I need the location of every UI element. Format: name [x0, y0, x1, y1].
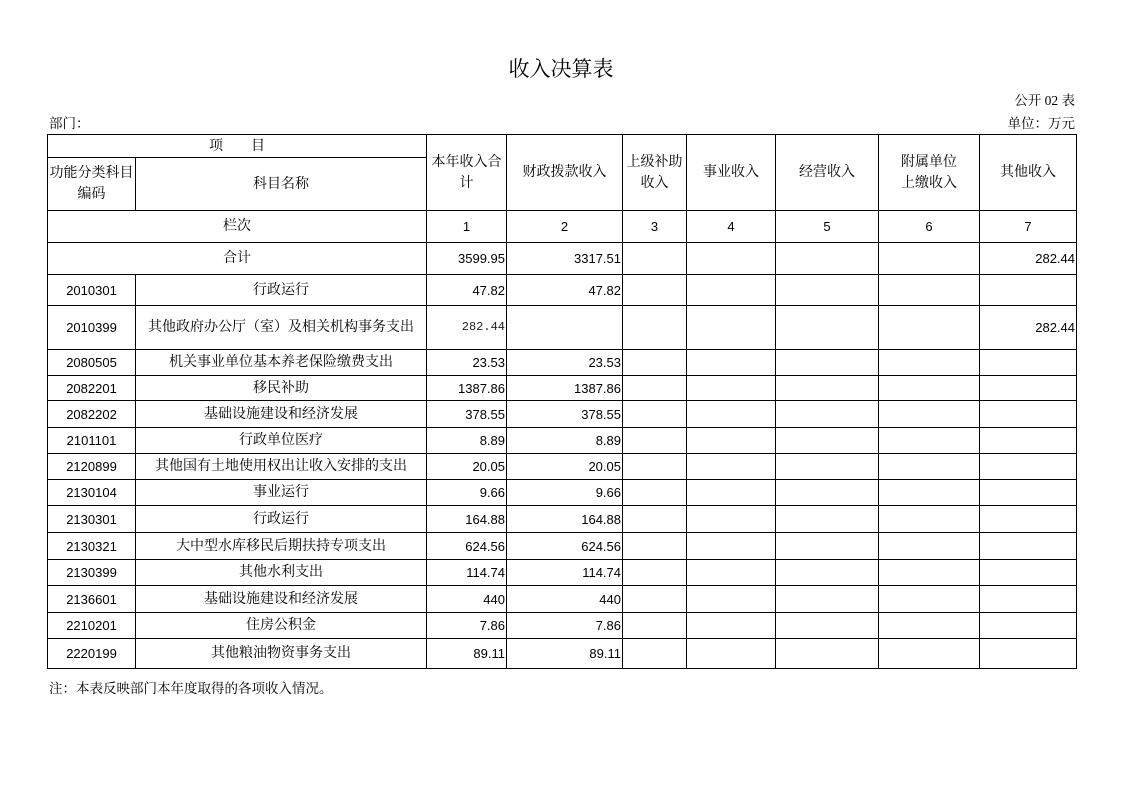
other-income-cell	[979, 638, 1077, 669]
operating-income-cell	[775, 612, 879, 639]
affiliated-unit-income-cell	[878, 638, 980, 669]
superior-subsidy-cell	[622, 375, 687, 401]
operating-income-cell	[775, 453, 879, 480]
subject-code-cell: 2130321	[47, 532, 136, 560]
total-income-cell: 8.89	[426, 427, 507, 454]
other-income-cell	[979, 427, 1077, 454]
total-income-cell: 9.66	[426, 479, 507, 506]
operating-income-cell	[775, 305, 879, 350]
business-income-cell	[686, 585, 776, 613]
subject-code-cell: 2082202	[47, 400, 136, 428]
operating-income-cell	[775, 274, 879, 306]
operating-income-cell	[775, 479, 879, 506]
total-income-cell: 378.55	[426, 400, 507, 428]
other-income-cell	[979, 505, 1077, 533]
fiscal-appropriation-cell: 9.66	[506, 479, 623, 506]
affiliated-unit-income-cell	[878, 400, 980, 428]
column-index-number: 6	[878, 210, 980, 243]
total-income-cell: 164.88	[426, 505, 507, 533]
header-affiliated-unit-income	[878, 134, 980, 211]
fiscal-appropriation-cell: 3317.51	[506, 242, 623, 275]
fiscal-appropriation-cell: 7.86	[506, 612, 623, 639]
affiliated-unit-income-cell	[878, 505, 980, 533]
total-income-cell: 624.56	[426, 532, 507, 560]
subject-name-cell: 其他国有土地使用权出让收入安排的支出	[135, 453, 427, 480]
other-income-cell	[979, 479, 1077, 506]
superior-subsidy-cell	[622, 349, 687, 376]
operating-income-cell	[775, 505, 879, 533]
footnote: 注：本表反映部门本年度取得的各项收入情况。	[49, 681, 333, 696]
operating-income-cell	[775, 638, 879, 669]
fiscal-appropriation-cell: 164.88	[506, 505, 623, 533]
subject-code-cell: 2082201	[47, 375, 136, 401]
column-index-number: 2	[506, 210, 623, 243]
total-income-cell: 20.05	[426, 453, 507, 480]
header-fiscal-appropriation: 财政拨款收入	[506, 134, 623, 211]
header-superior-subsidy	[622, 134, 687, 211]
header-superior-subsidy-line: 上级补助	[626, 154, 683, 170]
total-income-cell: 282.44	[426, 305, 507, 350]
subject-code-cell: 2130399	[47, 559, 136, 586]
fiscal-appropriation-cell: 47.82	[506, 274, 623, 306]
column-index-label: 栏次	[47, 210, 427, 243]
subject-name-cell: 基础设施建设和经济发展	[135, 585, 427, 613]
business-income-cell	[686, 479, 776, 506]
subject-name-cell: 机关事业单位基本养老保险缴费支出	[135, 349, 427, 376]
business-income-cell	[686, 612, 776, 639]
affiliated-unit-income-cell	[878, 375, 980, 401]
superior-subsidy-cell	[622, 479, 687, 506]
header-total-income-line: 本年收入合	[431, 154, 502, 170]
header-business-income: 事业收入	[686, 134, 776, 211]
department-label: 部门：	[49, 116, 90, 131]
superior-subsidy-cell	[622, 453, 687, 480]
header-operating-income: 经营收入	[775, 134, 879, 211]
subject-code-cell: 2220199	[47, 638, 136, 669]
affiliated-unit-income-cell	[878, 242, 980, 275]
superior-subsidy-cell	[622, 532, 687, 560]
subject-name-cell: 行政运行	[135, 274, 427, 306]
fiscal-appropriation-cell: 114.74	[506, 559, 623, 586]
operating-income-cell	[775, 375, 879, 401]
other-income-cell	[979, 349, 1077, 376]
subject-code-cell: 2010301	[47, 274, 136, 306]
subject-name-cell: 其他政府办公厅（室）及相关机构事务支出	[135, 305, 427, 350]
fiscal-appropriation-cell	[506, 305, 623, 350]
header-subject-code-line: 功能分类科目	[49, 166, 134, 181]
superior-subsidy-cell	[622, 427, 687, 454]
superior-subsidy-cell	[622, 585, 687, 613]
operating-income-cell	[775, 559, 879, 586]
affiliated-unit-income-cell	[878, 479, 980, 506]
business-income-cell	[686, 400, 776, 428]
business-income-cell	[686, 349, 776, 376]
business-income-cell	[686, 532, 776, 560]
other-income-cell	[979, 375, 1077, 401]
other-income-cell	[979, 532, 1077, 560]
other-income-cell	[979, 612, 1077, 639]
subject-name-cell: 其他水利支出	[135, 559, 427, 586]
superior-subsidy-cell	[622, 505, 687, 533]
business-income-cell	[686, 638, 776, 669]
affiliated-unit-income-cell	[878, 559, 980, 586]
fiscal-appropriation-cell: 378.55	[506, 400, 623, 428]
other-income-cell: 282.44	[979, 305, 1077, 350]
total-income-cell: 114.74	[426, 559, 507, 586]
total-row-label: 合计	[47, 242, 427, 275]
superior-subsidy-cell	[622, 242, 687, 275]
other-income-cell	[979, 400, 1077, 428]
header-subject-code-line: 编码	[77, 187, 106, 202]
header-other-income: 其他收入	[979, 134, 1077, 211]
subject-code-cell: 2010399	[47, 305, 136, 350]
header-affiliated-unit-income-line: 上缴收入	[901, 175, 957, 191]
affiliated-unit-income-cell	[878, 427, 980, 454]
affiliated-unit-income-cell	[878, 585, 980, 613]
operating-income-cell	[775, 427, 879, 454]
subject-name-cell: 基础设施建设和经济发展	[135, 400, 427, 428]
business-income-cell	[686, 427, 776, 454]
affiliated-unit-income-cell	[878, 349, 980, 376]
superior-subsidy-cell	[622, 274, 687, 306]
other-income-cell	[979, 559, 1077, 586]
business-income-cell	[686, 242, 776, 275]
subject-name-cell: 移民补助	[135, 375, 427, 401]
fiscal-appropriation-cell: 440	[506, 585, 623, 613]
superior-subsidy-cell	[622, 400, 687, 428]
affiliated-unit-income-cell	[878, 453, 980, 480]
superior-subsidy-cell	[622, 638, 687, 669]
fiscal-appropriation-cell: 20.05	[506, 453, 623, 480]
subject-code-cell: 2080505	[47, 349, 136, 376]
total-income-cell: 440	[426, 585, 507, 613]
business-income-cell	[686, 505, 776, 533]
operating-income-cell	[775, 400, 879, 428]
superior-subsidy-cell	[622, 612, 687, 639]
header-total-income	[426, 134, 507, 211]
total-income-cell: 47.82	[426, 274, 507, 306]
other-income-cell: 282.44	[979, 242, 1077, 275]
header-superior-subsidy-line: 收入	[640, 175, 669, 191]
subject-code-cell: 2130104	[47, 479, 136, 506]
superior-subsidy-cell	[622, 559, 687, 586]
total-income-cell: 3599.95	[426, 242, 507, 275]
subject-name-cell: 行政运行	[135, 505, 427, 533]
header-total-income-line: 计	[459, 175, 474, 191]
business-income-cell	[686, 559, 776, 586]
header-item-group: 项 目	[47, 134, 427, 158]
subject-name-cell: 住房公积金	[135, 612, 427, 639]
column-index-number: 7	[979, 210, 1077, 243]
subject-code-cell: 2210201	[47, 612, 136, 639]
subject-name-cell: 行政单位医疗	[135, 427, 427, 454]
affiliated-unit-income-cell	[878, 274, 980, 306]
operating-income-cell	[775, 349, 879, 376]
fiscal-appropriation-cell: 1387.86	[506, 375, 623, 401]
subject-code-cell: 2130301	[47, 505, 136, 533]
other-income-cell	[979, 453, 1077, 480]
other-income-cell	[979, 585, 1077, 613]
business-income-cell	[686, 305, 776, 350]
subject-code-cell: 2120899	[47, 453, 136, 480]
business-income-cell	[686, 274, 776, 306]
other-income-cell	[979, 274, 1077, 306]
fiscal-appropriation-cell: 23.53	[506, 349, 623, 376]
operating-income-cell	[775, 242, 879, 275]
business-income-cell	[686, 453, 776, 480]
unit-label: 单位：万元	[1007, 116, 1075, 131]
header-subject-code	[47, 157, 136, 211]
header-affiliated-unit-income-line: 附属单位	[901, 154, 957, 170]
total-income-cell: 7.86	[426, 612, 507, 639]
total-income-cell: 1387.86	[426, 375, 507, 401]
operating-income-cell	[775, 532, 879, 560]
fiscal-appropriation-cell: 8.89	[506, 427, 623, 454]
column-index-number: 5	[775, 210, 879, 243]
subject-name-cell: 大中型水库移民后期扶持专项支出	[135, 532, 427, 560]
affiliated-unit-income-cell	[878, 612, 980, 639]
subject-name-cell: 事业运行	[135, 479, 427, 506]
column-index-number: 4	[686, 210, 776, 243]
subject-name-cell: 其他粮油物资事务支出	[135, 638, 427, 669]
total-income-cell: 89.11	[426, 638, 507, 669]
header-subject-name: 科目名称	[135, 157, 427, 211]
subject-code-cell: 2136601	[47, 585, 136, 613]
superior-subsidy-cell	[622, 305, 687, 350]
business-income-cell	[686, 375, 776, 401]
fiscal-appropriation-cell: 89.11	[506, 638, 623, 669]
affiliated-unit-income-cell	[878, 305, 980, 350]
fiscal-appropriation-cell: 624.56	[506, 532, 623, 560]
column-index-number: 3	[622, 210, 687, 243]
affiliated-unit-income-cell	[878, 532, 980, 560]
subject-code-cell: 2101101	[47, 427, 136, 454]
operating-income-cell	[775, 585, 879, 613]
form-number: 公开 02 表	[1014, 93, 1075, 108]
document-title: 收入决算表	[508, 57, 614, 81]
total-income-cell: 23.53	[426, 349, 507, 376]
column-index-number: 1	[426, 210, 507, 243]
